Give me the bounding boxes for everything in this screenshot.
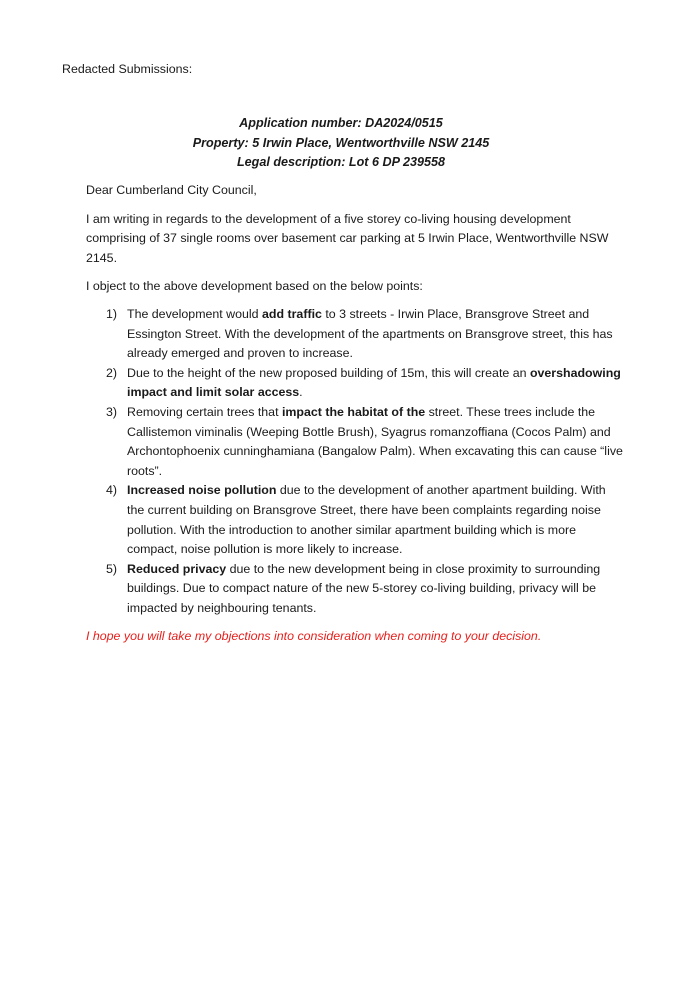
list-number: 3) — [106, 404, 118, 419]
application-number: Application number: DA2024/0515 — [239, 116, 443, 130]
point-text: The development would — [127, 306, 263, 321]
point-emphasis: Increased noise pollution — [127, 483, 277, 498]
section-label: Redacted Submissions: — [62, 62, 193, 76]
list-number: 5) — [106, 561, 118, 576]
point-emphasis: Reduced privacy — [127, 561, 227, 576]
list-item — [86, 364, 626, 403]
point-emphasis: overshadowing impact and limit solar access — [127, 365, 621, 400]
intro-paragraph: I am writing in regards to the development of a five storey co-living housing development comprising of 37 single rooms over basement car parking at 5 Irwin Place, Wentworthville NSW 2145. — [86, 211, 609, 265]
point-text: to 3 streets - Irwin Place, Bransgrove Street and Essington Street. With the development of the apartments on Bransgrove street, this has already emerged and proven to increase. — [127, 306, 613, 361]
list-number: 2) — [106, 365, 118, 380]
list-item — [86, 305, 626, 364]
point-text: street. These trees include the Callistemon viminalis (Weeping Bottle Brush), Syagrus romanzoffiana (Cocos Palm) and Archontophoenix cunninghamiana (Bangalow Palm). When excavating this can cause “live roots”. — [127, 404, 623, 478]
letter-body — [86, 181, 626, 647]
point-text: Removing certain trees that — [127, 404, 282, 419]
objection-list — [86, 305, 626, 619]
closing-statement: I hope you will take my objections into consideration when coming to your decision. — [86, 629, 542, 644]
property-address: Property: 5 Irwin Place, Wentworthville NSW 2145 — [192, 135, 490, 150]
objection-lead: I object to the above development based on the below points: — [86, 279, 423, 294]
list-number: 4) — [106, 483, 118, 498]
point-text: due to the development of another apartment building. With the current building on Bransgrove Street, there have been complaints regarding noise pollution. With the introduction to another similar apartment building which is more compact, noise pollution is more likely to increase. — [127, 483, 606, 557]
list-item — [86, 560, 626, 619]
application-details — [0, 114, 682, 173]
point-text: due to the new development being in close proximity to surrounding buildings. Due to compact nature of the new 5-storey co-living building, privacy will be impacted by neighbouring tenants. — [127, 561, 601, 615]
list-item — [86, 481, 626, 559]
point-text: . — [299, 385, 303, 400]
legal-description: Legal description: Lot 6 DP 239558 — [236, 155, 446, 169]
list-number: 1) — [106, 306, 118, 321]
point-emphasis: add traffic — [262, 306, 322, 321]
point-emphasis: impact the habitat of the — [281, 404, 426, 419]
point-text: Due to the height of the new proposed building of 15m, this will create an — [127, 365, 530, 380]
list-item — [86, 403, 626, 481]
salutation: Dear Cumberland City Council, — [86, 183, 257, 197]
